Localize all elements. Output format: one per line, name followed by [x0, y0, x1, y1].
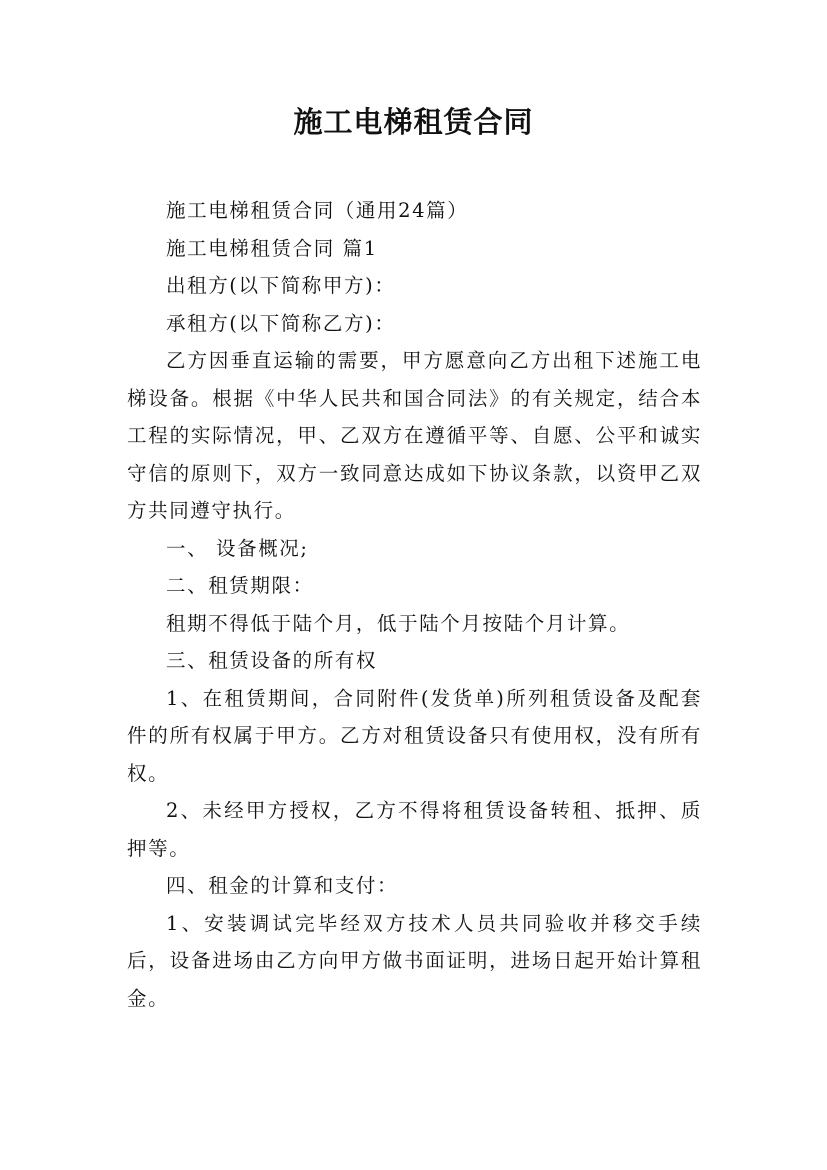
paragraph-clause-4-item-1: 1、安装调试完毕经双方技术人员共同验收并移交手续后，设备进场由乙方向甲方做书面证明，进场日起开始计算租金。: [127, 911, 702, 1010]
paragraph-section-heading: 施工电梯租赁合同 篇1: [166, 236, 378, 260]
paragraph-lessee: 承租方(以下简称乙方)：: [166, 311, 396, 335]
paragraph-clause-3-item-2: 2、未经甲方授权，乙方不得将租赁设备转租、抵押、质押等。: [127, 799, 702, 860]
paragraph-lessor: 出租方(以下简称甲方)：: [166, 274, 396, 297]
document-body: [127, 192, 702, 1017]
paragraph-clause-3-heading: 三、租赁设备的所有权: [166, 649, 378, 672]
paragraph-clause-2-body: 租期不得低于陆个月，低于陆个月按陆个月计算。: [166, 611, 631, 635]
paragraph-clause-3-item-1: 1、在租赁期间，合同附件(发货单)所列租赁设备及配套件的所有权属于甲方。乙方对租赁设备只有使用权，没有所有权。: [127, 686, 702, 785]
paragraph-clause-1-heading: 一、 设备概况;: [166, 536, 309, 560]
paragraph-preamble: 乙方因垂直运输的需要，甲方愿意向乙方出租下述施工电梯设备。根据《中华人民共和国合同法》的有关规定，结合本工程的实际情况，甲、乙双方在遵循平等、自愿、公平和诚实守信的原则下，双方一致同意达成如下协议条款，以资甲乙双方共同遵守执行。: [127, 349, 702, 522]
paragraph-clause-4-heading: 四、租金的计算和支付：: [166, 874, 399, 897]
paragraph-subtitle: 施工电梯租赁合同（通用24篇）: [166, 199, 469, 222]
document-title: 施工电梯租赁合同: [293, 105, 534, 139]
paragraph-clause-2-heading: 二、租赁期限：: [166, 574, 314, 597]
